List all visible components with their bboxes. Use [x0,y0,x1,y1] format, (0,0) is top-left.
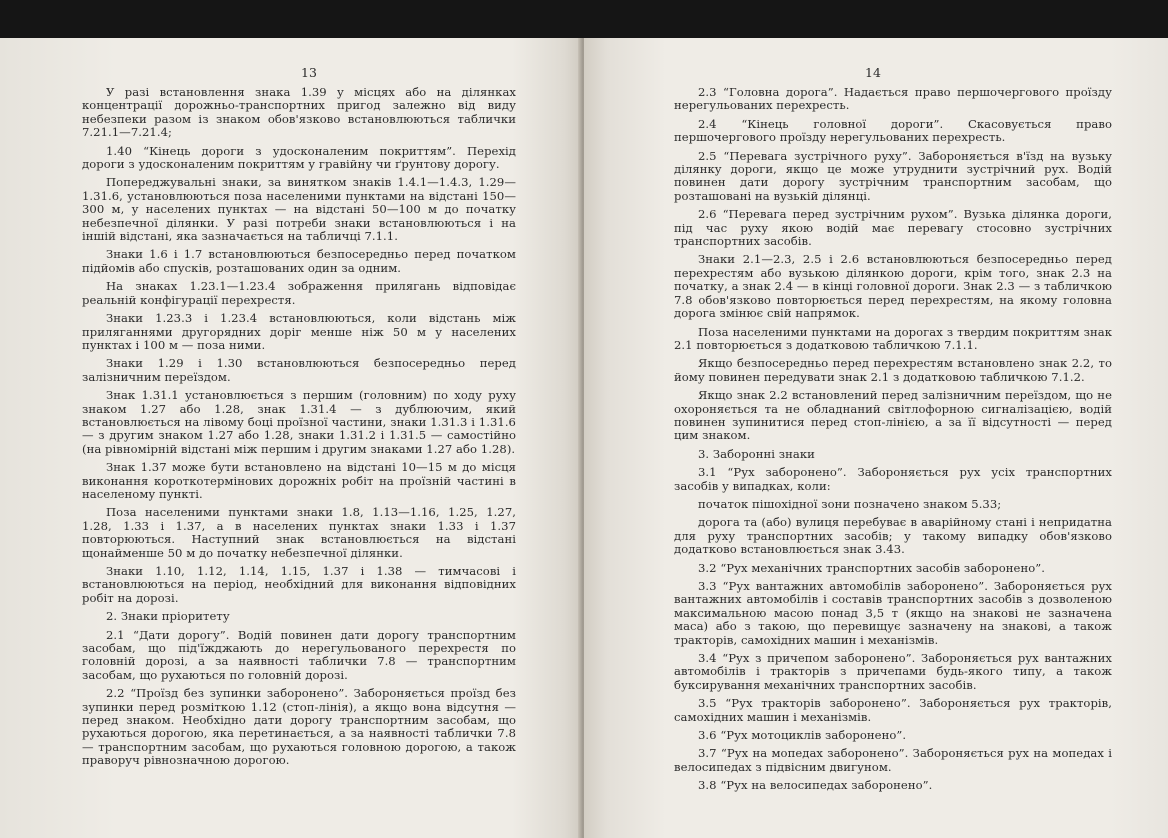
paragraph: Знаки 1.29 і 1.30 встановлюються безпосередньо перед залізничним переїздом. [82,356,516,384]
section-heading: 2. Знаки пріоритету [106,609,230,624]
paragraph: На знаках 1.23.1—1.23.4 зображення прилягань відповідає реальній конфігурації перехрестя. [82,279,516,307]
paragraph: 2.1 “Дати дорогу”. Водій повинен дати дорогу транспортним засобам, що під'їжджають до нерегульованого перехрестя по головній дорозі, а за наявності таблички 7.8 — транспортним засобам, що рухаються по головній дорозі. [82,627,516,682]
paragraph: 3.7 “Рух на мопедах заборонено”. Забороняється рух на мопедах і велосипедах з підвісним двигуном. [674,746,1112,774]
paragraph: 2.5 “Перевага зустрічного руху”. Забороняється в'їзд на вузьку ділянку дороги, якщо це може утруднити зустрічний рух. Водій повинен дати дорогу зустрічним транспортним засобам, що розташовані на вузькій ділянці. [674,148,1112,203]
paragraph: Знаки 1.10, 1.12, 1.14, 1.15, 1.37 і 1.38 — тимчасові і встановлюються на період, необхідний для виконання відповідних робіт на дорозі. [82,564,516,605]
paragraph: дорога та (або) вулиця перебуває в аварійному стані і непридатна для руху транспортних засобів; у такому випадку обов'язково додатково встановлюється знак 3.43. [674,515,1112,557]
paragraph: Знак 1.37 може бути встановлено на відстані 10—15 м до місця виконання короткотермінових дорожніх робіт на проїзній частині в населеному пункті. [82,460,516,501]
page-number: 14 [865,65,881,80]
paragraph: 3.6 “Рух мотоциклів заборонено”. [698,728,907,743]
paragraph: У разі встановлення знака 1.39 у місцях або на ділянках концентрації дорожньо-транспортних пригод залежно від виду небезпеки разом із знаком обов'язково встановлюються таблички 7.21.1—7.21.4; [82,85,516,140]
paragraph: 2.4 “Кінець головної дороги”. Скасовується право першочергового проїзду нерегульованих перехресть. [674,116,1112,145]
paragraph: Якщо знак 2.2 встановлений перед залізничним переїздом, що не охороняється та не обладнаний світлофорною сигналізацією, водій повинен зупинитися перед стоп-лінією, а за її відсутності — перед цим знаком. [674,388,1112,443]
page-number: 13 [301,65,317,80]
paragraph: Знаки 1.23.3 і 1.23.4 встановлюються, коли відстань між приляганнями другорядних доріг менше ніж 50 м у населених пунктах і 100 м — поза ними. [82,311,516,352]
paragraph: 2.3 “Головна дорога”. Надається право першочергового проїзду нерегульованих перехресть. [674,85,1112,113]
paragraph: 2.2 “Проїзд без зупинки заборонено”. Забороняється проїзд без зупинки перед розміткою 1.12 (стоп-лінія), а якщо вона відсутня — перед знаком. Необхідно дати дорогу транспортним засобам, що рухаються дорогою, яка перетинається, а за наявності таблички 7.8 — транспортним засобам, що рухаються головною дорогою, а також праворуч рівнозначною дорогою. [82,686,516,768]
paragraph: початок пішохідної зони позначено знаком 5.33; [698,496,1002,511]
paragraph: Поза населеними пунктами знаки 1.8, 1.13—1.16, 1.25, 1.27, 1.28, 1.33 і 1.37, а в населених пунктах знаки 1.33 і 1.37 повторюються. Наступний знак встановлюється на відстані щонайменше 50 м до початку небезпечної ділянки. [82,505,516,560]
left-page [0,38,582,838]
paragraph: Знак 1.31.1 установлюється з першим (головним) по ходу руху знаком 1.27 або 1.28, знак 1.31.4 — з дублюючим, який встановлюється на лівому боці проїзної частини, знаки 1.31.3 і 1.31.6 — з другим знаком 1.27 або 1.28, знаки 1.31.2 і 1.31.5 — самостійно (на рівномірній відстані між першим і другим знаками 1.27 або 1.28). [82,388,516,456]
paragraph: 3.8 “Рух на велосипедах заборонено”. [698,778,933,793]
paragraph: 3.3 “Рух вантажних автомобілів заборонено”. Забороняється рух вантажних автомобілів і составів транспортних засобів з дозволеною максимальною масою понад 3,5 т (якщо на знакові не зазначена маса) або з такою, що перевищує зазначену на знакові, а також тракторів, самохідних машин і механізмів. [674,579,1112,647]
section-heading: 3. Заборонні знаки [698,446,815,461]
paragraph: Знаки 2.1—2.3, 2.5 і 2.6 встановлюються безпосередньо перед перехрестям або вузькою ділянкою дороги, крім того, знак 2.3 на початку, а знак 2.4 — в кінці головної дороги. Знак 2.3 — з табличкою 7.8 обов'язково повторюється перед перехрестям, на якому головна дорога змінює свій напрямок. [674,252,1112,321]
right-page [584,38,1168,838]
paragraph: 3.2 “Рух механічних транспортних засобів заборонено”. [698,560,1045,575]
paragraph: 3.5 “Рух тракторів заборонено”. Забороняється рух тракторів, самохідних машин і механізмів. [674,696,1112,724]
paragraph: Якщо безпосередньо перед перехрестям встановлено знак 2.2, то йому повинен передувати знак 2.1 з додатковою табличкою 7.1.2. [674,356,1112,384]
scan-background [0,0,1168,40]
paragraph: Попереджувальні знаки, за винятком знаків 1.4.1—1.4.3, 1.29—1.31.6, установлюються поза населеними пунктами на відстані 150—300 м, у населених пунктах — на відстані 50—100 м до початку небезпечної ділянки. У разі потреби знаки встановлюються і на іншій відстані, яка зазначається на табличці 7.1.1. [82,175,516,244]
paragraph: 1.40 “Кінець дороги з удосконаленим покриттям”. Перехід дороги з удосконаленим покриттям у гравійну чи ґрунтову дорогу. [82,143,516,172]
paragraph: 2.6 “Перевага перед зустрічним рухом”. Вузька ділянка дороги, під час руху якою водій має перевагу стосовно зустрічних транспортних засобів. [674,207,1112,249]
paragraph: 3.1 “Рух заборонено”. Забороняється рух усіх транспортних засобів у випадках, коли: [674,465,1112,493]
paragraph: Знаки 1.6 і 1.7 встановлюються безпосередньо перед початком підйомів або спусків, розташованих один за одним. [82,247,516,275]
paragraph: Поза населеними пунктами на дорогах з твердим покриттям знак 2.1 повторюється з додатковою табличкою 7.1.1. [674,324,1112,352]
paragraph: 3.4 “Рух з причепом заборонено”. Забороняється рух вантажних автомобілів і тракторів з причепами будь-якого типу, а також буксирування механічних транспортних засобів. [674,651,1112,692]
